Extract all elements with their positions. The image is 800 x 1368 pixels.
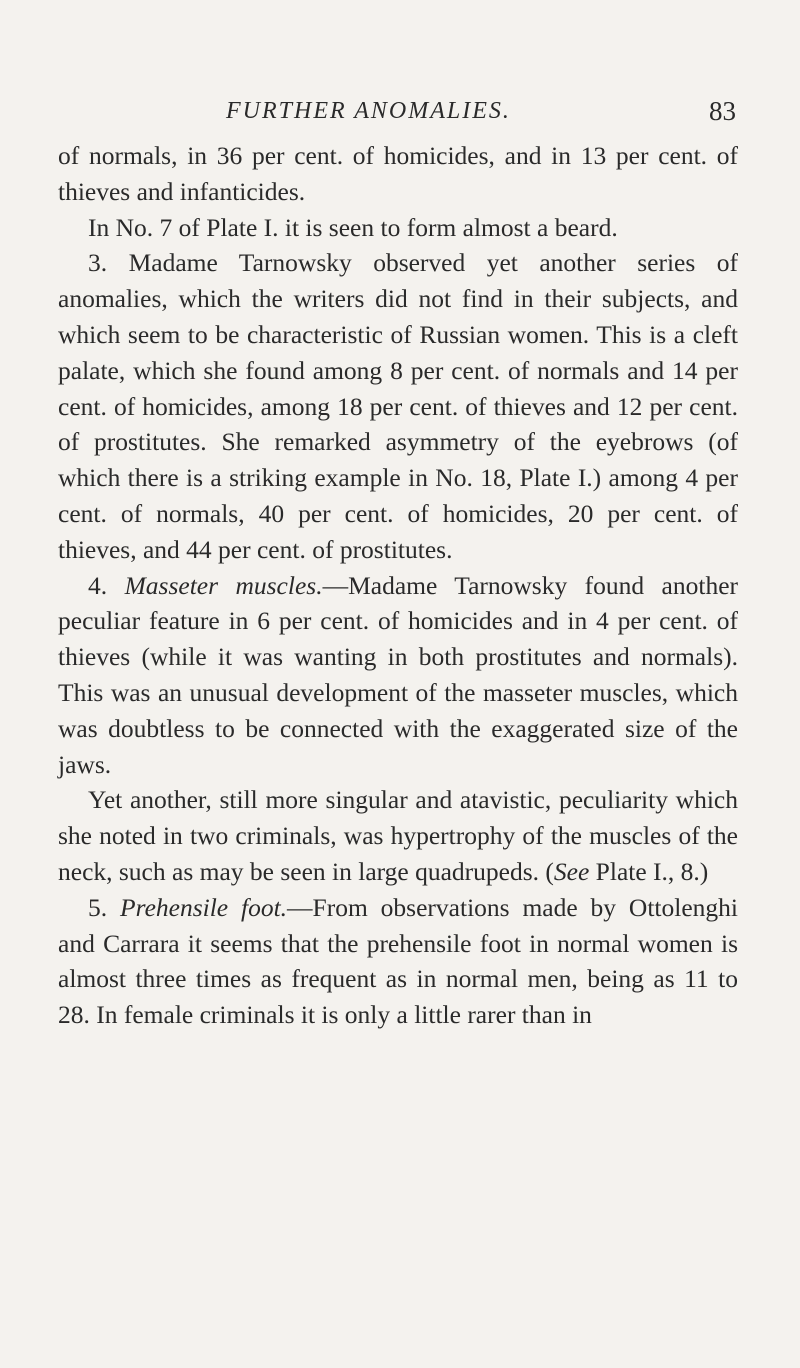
section-text: —Madame Tarnowsky found another peculiar feature in 6 per cent. of homicides and in 4 per cent. of thieves (while it was wanting in both prostitutes and normals). This was an unusual development of the masseter muscles, which was doubtless to be connected with the exaggerated size of the jaws. bbox=[58, 570, 739, 779]
section-number: 4. bbox=[88, 570, 108, 600]
paragraph-masseter-muscles bbox=[58, 568, 738, 783]
running-head bbox=[58, 91, 738, 131]
paragraph-prehensile-foot bbox=[58, 890, 738, 1033]
see-reference: See bbox=[553, 856, 590, 886]
section-number: 5. bbox=[88, 892, 108, 922]
paragraph-text: Yet another, still more singular and atavistic, peculiarity which she noted in two criminals, was hypertrophy of the muscles of the neck, such as may be seen in large quadrupeds. ( bbox=[58, 785, 738, 886]
page-number: 83 bbox=[709, 96, 736, 126]
paragraph-neck-hypertrophy bbox=[58, 782, 738, 889]
section-heading: Prehensile foot. bbox=[120, 892, 288, 922]
paragraph-plate-reference: In No. 7 of Plate I. it is seen to form almost a beard. bbox=[88, 212, 618, 242]
section-heading: Masseter muscles. bbox=[124, 570, 323, 600]
section-text: —From observations made by Ottolenghi and Carrara it seems that the prehensile foot in normal women is almost three times as frequent as in normal men, being as 11 to 28. In female criminals it is only a little rarer than in bbox=[58, 892, 739, 1030]
running-title: FURTHER ANOMALIES. bbox=[226, 98, 511, 124]
paragraph-cleft-palate: 3. Madame Tarnowsky observed yet another series of anomalies, which the writers did not find in their subjects, and which seem to be characteristic of Russian women. This is a cleft palate, which she found among 8 per cent. of normals and 14 per cent. of homicides, among 18 per cent. of thieves and 12 per cent. of prostitutes. She remarked asymmetry of the eyebrows (of which there is a striking example in No. 18, Plate I.) among 4 per cent. of normals, 40 per cent. of homicides, 20 per cent. of thieves, and 44 per cent. of prostitutes. bbox=[58, 248, 738, 564]
body-text bbox=[58, 138, 738, 1033]
plate-reference: Plate I., 8.) bbox=[589, 856, 709, 886]
paragraph-continuation: of normals, in 36 per cent. of homicides, and in 13 per cent. of thieves and infanticides. bbox=[58, 141, 738, 206]
